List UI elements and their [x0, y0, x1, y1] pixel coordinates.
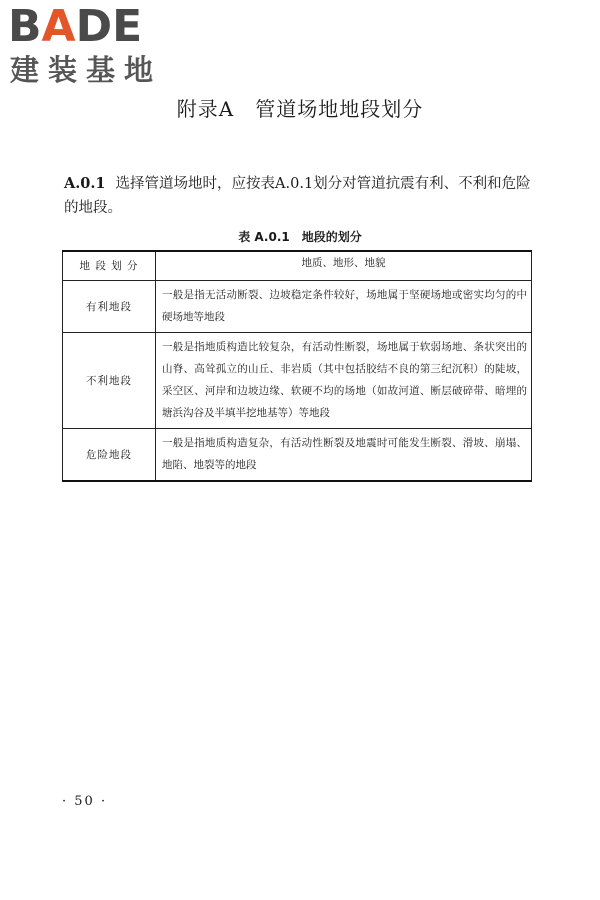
- description-cell: 一般是指无活动断裂、边坡稳定条件较好，场地属于坚硬场地或密实均匀的中硬场地等地段: [156, 281, 532, 333]
- clause-number: A.0.1: [64, 175, 106, 192]
- table-row: [63, 281, 532, 333]
- zone-classification-table: [62, 250, 532, 482]
- zone-cell: 危险地段: [63, 429, 156, 482]
- table-row: [63, 429, 532, 482]
- description-cell: 一般是指地质构造比较复杂，有活动性断裂，场地属于软弱场地、条状突出的山脊、高耸孤立的山丘、非岩质（其中包括胶结不良的第三纪沉积）的陡坡，采空区、河岸和边坡边缘、软硬不均的场地（如故河道、断层破碎带、暗埋的塘浜沟谷及半填半挖地基等）等地段: [156, 333, 532, 429]
- table-header-row: [63, 251, 532, 281]
- appendix-title: 附录A 管道场地地段划分: [176, 97, 424, 121]
- page-number: · 50 ·: [62, 794, 108, 809]
- watermark-latin: BADE: [8, 1, 143, 52]
- description-cell: 一般是指地质构造复杂，有活动性断裂及地震时可能发生断裂、滑坡、崩塌、地陷、地裂等的地段: [156, 429, 532, 482]
- watermark-cjk: 建装基地: [10, 53, 163, 87]
- zone-cell: 不利地段: [63, 333, 156, 429]
- watermark-logo: [8, 1, 178, 90]
- table-row: [63, 333, 532, 429]
- table-caption: 表 A.0.1 地段的划分: [238, 230, 362, 244]
- clause-text: 选择管道场地时，应按表A.0.1划分对管道抗震有利、不利和危险的地段。: [64, 176, 531, 216]
- header-zone: 地 段 划 分: [63, 251, 156, 281]
- header-description: 地质、地形、地貌: [156, 251, 532, 281]
- clause-paragraph: [64, 172, 538, 220]
- zone-cell: 有利地段: [63, 281, 156, 333]
